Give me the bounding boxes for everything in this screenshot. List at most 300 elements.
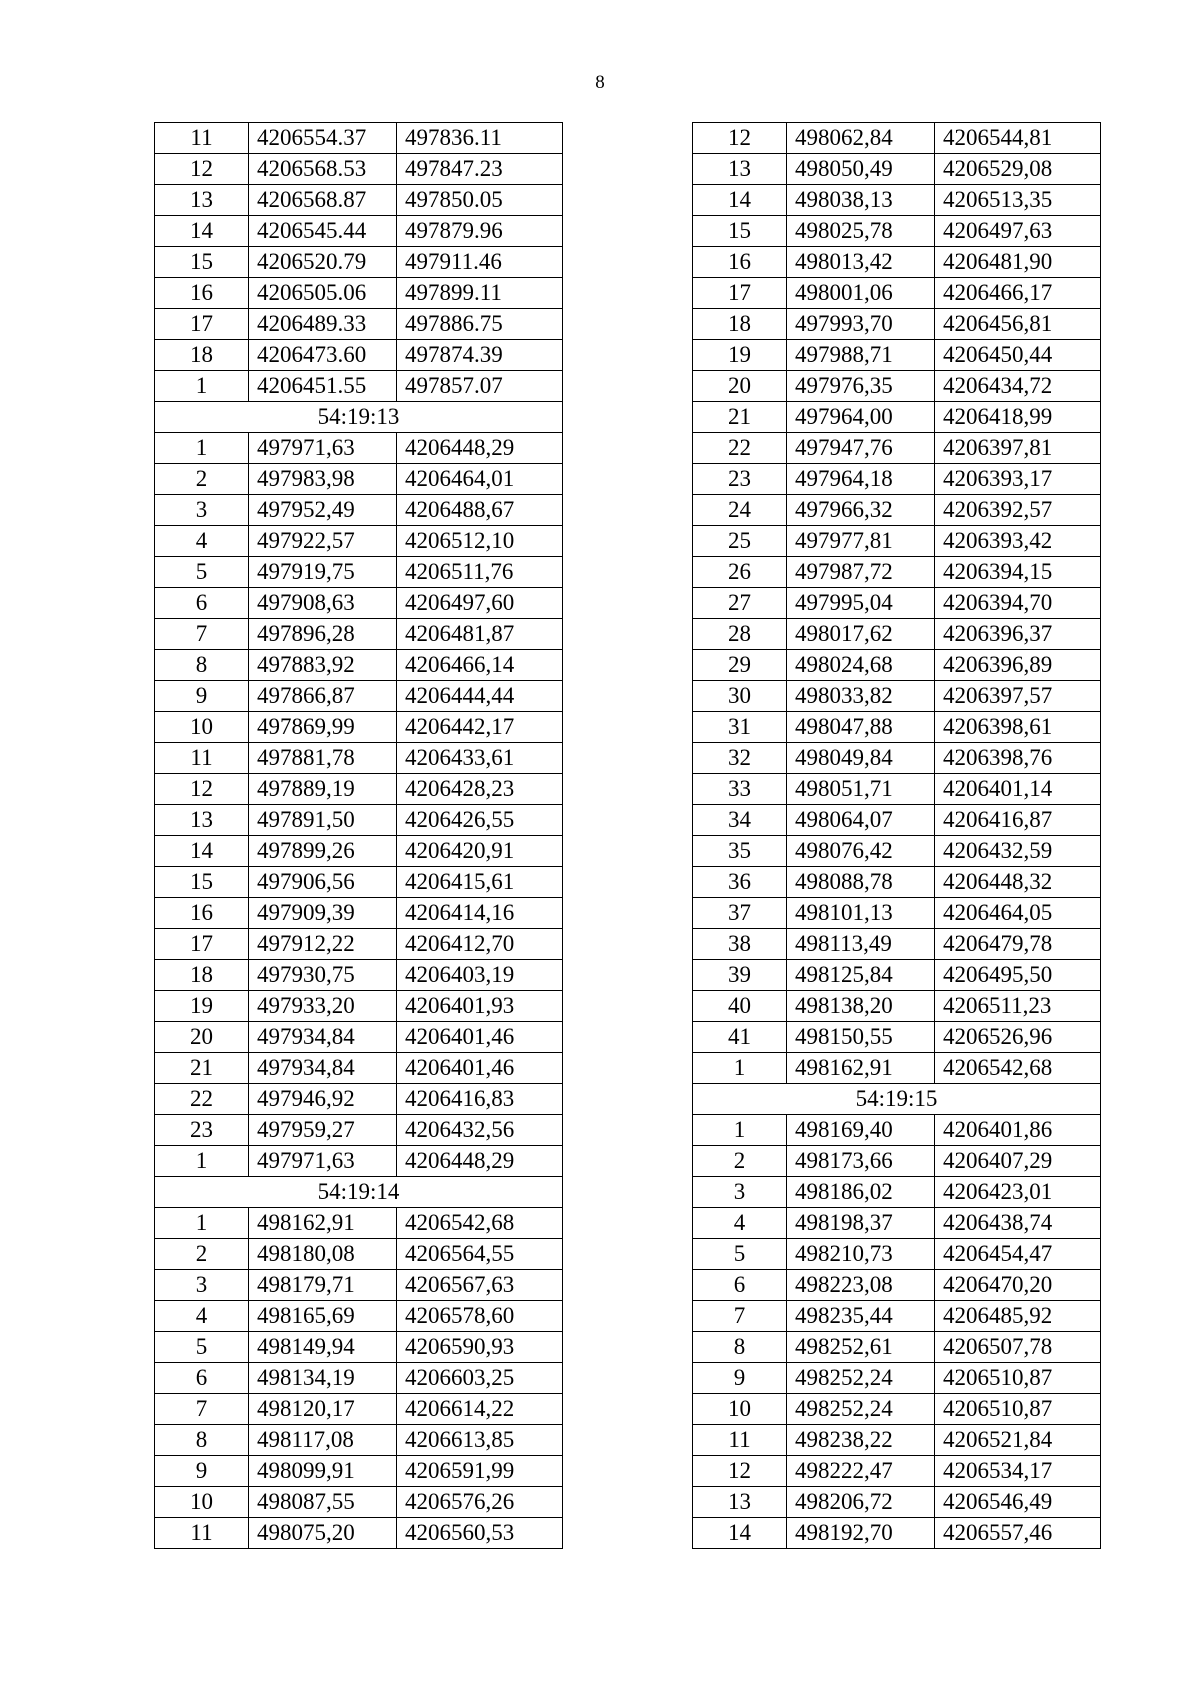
coordinate-1: 498076,42: [787, 836, 935, 867]
coordinate-1: 497866,87: [249, 681, 397, 712]
table-row: [693, 526, 1101, 557]
coordinate-2: 4206394,70: [935, 588, 1101, 619]
coordinate-2: 4206591,99: [397, 1456, 563, 1487]
table-row: [693, 1208, 1101, 1239]
point-number: 1: [155, 371, 249, 402]
coordinate-1: 4206545.44: [249, 216, 397, 247]
table-row: [693, 805, 1101, 836]
coordinate-1: 497946,92: [249, 1084, 397, 1115]
point-number: 32: [693, 743, 787, 774]
coordinate-2: 4206448,29: [397, 1146, 563, 1177]
coordinate-1: 4206489.33: [249, 309, 397, 340]
coordinate-2: 4206542,68: [397, 1208, 563, 1239]
coordinate-1: 497995,04: [787, 588, 935, 619]
point-number: 2: [155, 464, 249, 495]
coordinate-2: 4206511,76: [397, 557, 563, 588]
coordinate-2: 4206578,60: [397, 1301, 563, 1332]
point-number: 12: [155, 774, 249, 805]
table-row: [155, 1115, 563, 1146]
table-row: [693, 216, 1101, 247]
coordinate-2: 4206415,61: [397, 867, 563, 898]
coordinate-1: 498179,71: [249, 1270, 397, 1301]
point-number: 14: [155, 836, 249, 867]
coordinate-1: 498024,68: [787, 650, 935, 681]
coordinate-1: 498206,72: [787, 1487, 935, 1518]
table-row: [693, 1177, 1101, 1208]
coordinate-1: 4206473.60: [249, 340, 397, 371]
coordinate-2: 4206529,08: [935, 154, 1101, 185]
table-row: [155, 1518, 563, 1549]
coordinate-1: 4206520.79: [249, 247, 397, 278]
coordinate-1: 497912,22: [249, 929, 397, 960]
coordinate-2: 4206398,61: [935, 712, 1101, 743]
table-row: [155, 1456, 563, 1487]
coordinate-1: 497881,78: [249, 743, 397, 774]
point-number: 15: [693, 216, 787, 247]
coordinate-1: 497983,98: [249, 464, 397, 495]
coordinate-2: 4206513,35: [935, 185, 1101, 216]
coordinate-1: 498001,06: [787, 278, 935, 309]
coordinate-2: 4206414,16: [397, 898, 563, 929]
point-number: 8: [155, 650, 249, 681]
table-row: [155, 1363, 563, 1394]
coordinate-1: 498252,24: [787, 1394, 935, 1425]
table-row: [155, 960, 563, 991]
table-row: [693, 340, 1101, 371]
coordinate-1: 498120,17: [249, 1394, 397, 1425]
coordinate-2: 4206412,70: [397, 929, 563, 960]
coordinate-2: 4206510,87: [935, 1394, 1101, 1425]
coordinate-2: 4206576,26: [397, 1487, 563, 1518]
coordinate-1: 497934,84: [249, 1022, 397, 1053]
table-row: [693, 185, 1101, 216]
point-number: 7: [155, 1394, 249, 1425]
table-row: [693, 1270, 1101, 1301]
table-row: [155, 309, 563, 340]
coordinate-2: 4206507,78: [935, 1332, 1101, 1363]
point-number: 21: [693, 402, 787, 433]
point-number: 15: [155, 867, 249, 898]
coordinate-1: 498198,37: [787, 1208, 935, 1239]
coordinate-1: 4206568.87: [249, 185, 397, 216]
coordinate-2: 497886.75: [397, 309, 563, 340]
coordinate-2: 4206401,86: [935, 1115, 1101, 1146]
coordinate-1: 498210,73: [787, 1239, 935, 1270]
coordinate-1: 497899,26: [249, 836, 397, 867]
table-row: [693, 278, 1101, 309]
coordinate-1: 498101,13: [787, 898, 935, 929]
table-row: [693, 898, 1101, 929]
point-number: 25: [693, 526, 787, 557]
table-row: [155, 123, 563, 154]
point-number: 20: [693, 371, 787, 402]
coordinate-2: 4206614,22: [397, 1394, 563, 1425]
point-number: 4: [155, 526, 249, 557]
table-row: [693, 247, 1101, 278]
point-number: 19: [693, 340, 787, 371]
coordinate-1: 497909,39: [249, 898, 397, 929]
table-row: [693, 309, 1101, 340]
point-number: 36: [693, 867, 787, 898]
coordinate-1: 497976,35: [787, 371, 935, 402]
point-number: 22: [693, 433, 787, 464]
table-row: [693, 1487, 1101, 1518]
coordinate-2: 4206432,56: [397, 1115, 563, 1146]
table-row: [155, 557, 563, 588]
table-row: [155, 1022, 563, 1053]
coordinate-2: 4206560,53: [397, 1518, 563, 1549]
coordinate-2: 497850.05: [397, 185, 563, 216]
point-number: 11: [155, 1518, 249, 1549]
coordinate-1: 498138,20: [787, 991, 935, 1022]
point-number: 18: [693, 309, 787, 340]
point-number: 11: [155, 743, 249, 774]
coordinate-2: 4206521,84: [935, 1425, 1101, 1456]
coordinate-2: 4206432,59: [935, 836, 1101, 867]
table-row: [155, 774, 563, 805]
point-number: 23: [693, 464, 787, 495]
coordinate-1: 498051,71: [787, 774, 935, 805]
coordinate-2: 4206396,37: [935, 619, 1101, 650]
table-row: [693, 1022, 1101, 1053]
point-number: 12: [155, 154, 249, 185]
coordinate-1: 497988,71: [787, 340, 935, 371]
coordinate-2: 4206454,47: [935, 1239, 1101, 1270]
point-number: 3: [693, 1177, 787, 1208]
table-row: [693, 619, 1101, 650]
coordinate-2: 4206397,81: [935, 433, 1101, 464]
coordinate-2: 4206534,17: [935, 1456, 1101, 1487]
coordinate-2: 4206481,90: [935, 247, 1101, 278]
point-number: 18: [155, 340, 249, 371]
coordinate-2: 4206544,81: [935, 123, 1101, 154]
table-row: [155, 1332, 563, 1363]
coordinate-2: 4206426,55: [397, 805, 563, 836]
coordinate-1: 498149,94: [249, 1332, 397, 1363]
coordinate-2: 4206407,29: [935, 1146, 1101, 1177]
coordinate-2: 4206423,01: [935, 1177, 1101, 1208]
coordinate-2: 497879.96: [397, 216, 563, 247]
coordinate-1: 498165,69: [249, 1301, 397, 1332]
section-label: 54:19:14: [155, 1177, 563, 1208]
coordinate-1: 497959,27: [249, 1115, 397, 1146]
coordinate-1: 497971,63: [249, 1146, 397, 1177]
point-number: 6: [155, 588, 249, 619]
coordinate-1: 498087,55: [249, 1487, 397, 1518]
point-number: 11: [693, 1425, 787, 1456]
coordinate-1: 497908,63: [249, 588, 397, 619]
coordinate-2: 4206394,15: [935, 557, 1101, 588]
coordinate-2: 4206428,23: [397, 774, 563, 805]
coordinate-2: 497911.46: [397, 247, 563, 278]
point-number: 1: [693, 1115, 787, 1146]
point-number: 15: [155, 247, 249, 278]
table-row: [693, 402, 1101, 433]
coordinate-2: 497874.39: [397, 340, 563, 371]
coordinate-2: 4206466,14: [397, 650, 563, 681]
table-row: [693, 1456, 1101, 1487]
coordinate-2: 497847.23: [397, 154, 563, 185]
coordinate-1: 497919,75: [249, 557, 397, 588]
table-row: [155, 1239, 563, 1270]
coordinate-2: 4206434,72: [935, 371, 1101, 402]
coordinate-2: 4206393,42: [935, 526, 1101, 557]
table-row: [693, 991, 1101, 1022]
point-number: 1: [693, 1053, 787, 1084]
coordinate-2: 4206401,46: [397, 1053, 563, 1084]
coordinate-2: 4206416,87: [935, 805, 1101, 836]
table-row: [155, 743, 563, 774]
coordinate-1: 497869,99: [249, 712, 397, 743]
table-row: [155, 247, 563, 278]
coordinate-2: 4206420,91: [397, 836, 563, 867]
table-row: [693, 836, 1101, 867]
point-number: 8: [693, 1332, 787, 1363]
table-row: [693, 1239, 1101, 1270]
coordinate-1: 498017,62: [787, 619, 935, 650]
section-label: 54:19:13: [155, 402, 563, 433]
coordinate-1: 497947,76: [787, 433, 935, 464]
point-number: 17: [155, 309, 249, 340]
point-number: 29: [693, 650, 787, 681]
coordinates-table-left-body: [155, 123, 563, 1549]
point-number: 7: [155, 619, 249, 650]
coordinate-1: 4206554.37: [249, 123, 397, 154]
point-number: 13: [155, 805, 249, 836]
point-number: 3: [155, 1270, 249, 1301]
coordinate-2: 4206448,32: [935, 867, 1101, 898]
point-number: 6: [693, 1270, 787, 1301]
table-row: [155, 1084, 563, 1115]
page-number: 8: [595, 72, 605, 93]
table-row: [155, 681, 563, 712]
coordinate-1: 498047,88: [787, 712, 935, 743]
point-number: 8: [155, 1425, 249, 1456]
coordinate-2: 4206392,57: [935, 495, 1101, 526]
coordinate-2: 497899.11: [397, 278, 563, 309]
coordinate-1: 498033,82: [787, 681, 935, 712]
table-row: [693, 557, 1101, 588]
coordinate-1: 498013,42: [787, 247, 935, 278]
table-row: [155, 1301, 563, 1332]
coordinate-2: 4206401,93: [397, 991, 563, 1022]
coordinate-2: 4206416,83: [397, 1084, 563, 1115]
point-number: 9: [155, 1456, 249, 1487]
coordinate-1: 497891,50: [249, 805, 397, 836]
coordinate-1: 498113,49: [787, 929, 935, 960]
table-row: [155, 929, 563, 960]
table-row: [155, 898, 563, 929]
table-row: [693, 681, 1101, 712]
point-number: 11: [155, 123, 249, 154]
coordinate-2: 4206495,50: [935, 960, 1101, 991]
coordinate-1: 497933,20: [249, 991, 397, 1022]
coordinate-1: 498064,07: [787, 805, 935, 836]
coordinate-2: 4206481,87: [397, 619, 563, 650]
coordinate-1: 497964,18: [787, 464, 935, 495]
point-number: 2: [693, 1146, 787, 1177]
table-row: [155, 1487, 563, 1518]
coordinate-2: 4206396,89: [935, 650, 1101, 681]
point-number: 9: [693, 1363, 787, 1394]
table-row: [693, 1518, 1101, 1549]
coordinates-table-left: [154, 122, 563, 1549]
point-number: 14: [155, 216, 249, 247]
table-row: [693, 1425, 1101, 1456]
coordinate-1: 497987,72: [787, 557, 935, 588]
coordinate-2: 4206511,23: [935, 991, 1101, 1022]
table-row: [155, 185, 563, 216]
coordinate-1: 498150,55: [787, 1022, 935, 1053]
coordinate-1: 497977,81: [787, 526, 935, 557]
coordinate-1: 497971,63: [249, 433, 397, 464]
section-header-row: [155, 402, 563, 433]
coordinate-2: 4206448,29: [397, 433, 563, 464]
table-row: [155, 619, 563, 650]
table-row: [155, 805, 563, 836]
coordinate-2: 4206546,49: [935, 1487, 1101, 1518]
coordinate-2: 4206510,87: [935, 1363, 1101, 1394]
point-number: 17: [155, 929, 249, 960]
coordinate-1: 498050,49: [787, 154, 935, 185]
table-row: [693, 371, 1101, 402]
coordinate-2: 4206479,78: [935, 929, 1101, 960]
table-row: [155, 340, 563, 371]
coordinate-1: 498223,08: [787, 1270, 935, 1301]
table-row: [693, 929, 1101, 960]
point-number: 31: [693, 712, 787, 743]
coordinate-2: 4206397,57: [935, 681, 1101, 712]
point-number: 18: [155, 960, 249, 991]
section-label: 54:19:15: [693, 1084, 1101, 1115]
coordinate-1: 497952,49: [249, 495, 397, 526]
table-row: [693, 650, 1101, 681]
coordinate-2: 4206512,10: [397, 526, 563, 557]
coordinate-1: 498186,02: [787, 1177, 935, 1208]
point-number: 12: [693, 1456, 787, 1487]
table-row: [693, 433, 1101, 464]
table-row: [693, 743, 1101, 774]
coordinate-1: 498169,40: [787, 1115, 935, 1146]
table-row: [693, 1363, 1101, 1394]
coordinate-1: 498075,20: [249, 1518, 397, 1549]
coordinate-2: 4206403,19: [397, 960, 563, 991]
point-number: 4: [155, 1301, 249, 1332]
coordinate-1: 498235,44: [787, 1301, 935, 1332]
coordinate-2: 4206564,55: [397, 1239, 563, 1270]
table-row: [693, 1146, 1101, 1177]
coordinate-2: 4206401,14: [935, 774, 1101, 805]
point-number: 12: [693, 123, 787, 154]
coordinate-2: 4206393,17: [935, 464, 1101, 495]
point-number: 19: [155, 991, 249, 1022]
coordinate-2: 497836.11: [397, 123, 563, 154]
table-row: [155, 1053, 563, 1084]
point-number: 40: [693, 991, 787, 1022]
coordinate-2: 4206438,74: [935, 1208, 1101, 1239]
coordinate-2: 4206613,85: [397, 1425, 563, 1456]
point-number: 16: [155, 898, 249, 929]
table-row: [693, 1053, 1101, 1084]
table-row: [693, 154, 1101, 185]
coordinate-1: 497906,56: [249, 867, 397, 898]
coordinate-2: 4206418,99: [935, 402, 1101, 433]
coordinate-1: 497993,70: [787, 309, 935, 340]
point-number: 23: [155, 1115, 249, 1146]
coordinate-2: 4206470,20: [935, 1270, 1101, 1301]
coordinate-2: 4206444,44: [397, 681, 563, 712]
table-row: [155, 278, 563, 309]
coordinate-1: 498117,08: [249, 1425, 397, 1456]
section-header-row: [155, 1177, 563, 1208]
point-number: 2: [155, 1239, 249, 1270]
coordinate-1: 497930,75: [249, 960, 397, 991]
point-number: 10: [155, 712, 249, 743]
coordinate-2: 4206401,46: [397, 1022, 563, 1053]
point-number: 41: [693, 1022, 787, 1053]
coordinate-1: 498049,84: [787, 743, 935, 774]
point-number: 33: [693, 774, 787, 805]
coordinate-1: 498062,84: [787, 123, 935, 154]
coordinate-1: 497966,32: [787, 495, 935, 526]
coordinate-2: 4206526,96: [935, 1022, 1101, 1053]
coordinate-2: 4206497,60: [397, 588, 563, 619]
coordinate-1: 4206505.06: [249, 278, 397, 309]
coordinate-1: 4206568.53: [249, 154, 397, 185]
point-number: 30: [693, 681, 787, 712]
coordinate-2: 4206590,93: [397, 1332, 563, 1363]
coordinate-1: 498180,08: [249, 1239, 397, 1270]
table-row: [155, 526, 563, 557]
table-row: [693, 867, 1101, 898]
point-number: 35: [693, 836, 787, 867]
table-row: [155, 1208, 563, 1239]
point-number: 22: [155, 1084, 249, 1115]
table-row: [155, 867, 563, 898]
coordinate-1: 497922,57: [249, 526, 397, 557]
table-row: [693, 123, 1101, 154]
coordinate-2: 4206485,92: [935, 1301, 1101, 1332]
coordinate-2: 4206557,46: [935, 1518, 1101, 1549]
point-number: 21: [155, 1053, 249, 1084]
coordinate-2: 4206464,01: [397, 464, 563, 495]
point-number: 13: [155, 185, 249, 216]
point-number: 16: [693, 247, 787, 278]
point-number: 7: [693, 1301, 787, 1332]
coordinate-1: 498099,91: [249, 1456, 397, 1487]
table-row: [155, 464, 563, 495]
point-number: 16: [155, 278, 249, 309]
table-row: [693, 960, 1101, 991]
point-number: 38: [693, 929, 787, 960]
point-number: 14: [693, 1518, 787, 1549]
coordinate-2: 4206488,67: [397, 495, 563, 526]
coordinate-1: 498025,78: [787, 216, 935, 247]
table-row: [155, 433, 563, 464]
point-number: 5: [155, 557, 249, 588]
coordinate-2: 4206542,68: [935, 1053, 1101, 1084]
point-number: 4: [693, 1208, 787, 1239]
coordinate-1: 497896,28: [249, 619, 397, 650]
point-number: 10: [155, 1487, 249, 1518]
section-header-row: [693, 1084, 1101, 1115]
coordinate-2: 4206464,05: [935, 898, 1101, 929]
point-number: 17: [693, 278, 787, 309]
coordinate-2: 4206456,81: [935, 309, 1101, 340]
table-row: [693, 588, 1101, 619]
point-number: 14: [693, 185, 787, 216]
point-number: 27: [693, 588, 787, 619]
